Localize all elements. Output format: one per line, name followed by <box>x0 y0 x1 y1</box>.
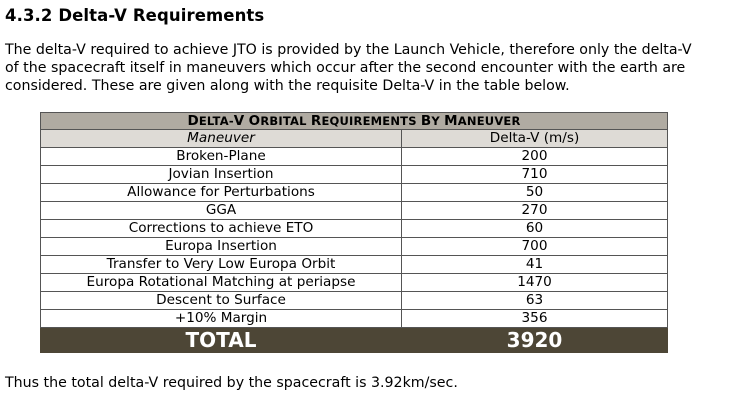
total-label: TOTAL <box>41 328 402 353</box>
intro-line: The delta-V required to achieve JTO is provided by the Launch Vehicle, therefore only the delta-V <box>5 42 692 58</box>
delta-v-cell: 200 <box>402 148 668 166</box>
delta-v-requirements-table <box>40 112 668 353</box>
maneuver-cell: Europa Rotational Matching at periapse <box>41 274 402 292</box>
table-title-text: DELTA-V ORBITAL REQUIREMENTS BY MANEUVER <box>187 113 521 129</box>
total-row <box>41 328 668 353</box>
total-value: 3920 <box>402 328 668 353</box>
table-row <box>41 148 668 166</box>
delta-v-column-header: Delta-V (m/s) <box>402 130 668 148</box>
maneuver-cell: Corrections to achieve ETO <box>41 220 402 238</box>
table-title-row <box>41 113 668 130</box>
delta-v-cell: 41 <box>402 256 668 274</box>
table-row <box>41 310 668 328</box>
table-row <box>41 202 668 220</box>
delta-v-cell: 356 <box>402 310 668 328</box>
section-heading: 4.3.2 Delta-V Requirements <box>5 6 265 25</box>
intro-line: considered. These are given along with the requisite Delta-V in the table below. <box>5 78 570 94</box>
intro-line: of the spacecraft itself in maneuvers which occur after the second encounter with the earth are <box>5 60 686 76</box>
table-row <box>41 238 668 256</box>
maneuver-cell: Jovian Insertion <box>41 166 402 184</box>
table-header-row <box>41 130 668 148</box>
maneuver-column-header: Maneuver <box>41 130 402 148</box>
delta-v-cell: 710 <box>402 166 668 184</box>
table-title <box>41 113 668 130</box>
requirements-table-wrapper <box>40 112 668 353</box>
delta-v-cell: 270 <box>402 202 668 220</box>
delta-v-cell: 63 <box>402 292 668 310</box>
delta-v-cell: 50 <box>402 184 668 202</box>
maneuver-cell: Descent to Surface <box>41 292 402 310</box>
delta-v-cell: 700 <box>402 238 668 256</box>
maneuver-cell: Broken-Plane <box>41 148 402 166</box>
table-row <box>41 292 668 310</box>
maneuver-cell: Allowance for Perturbations <box>41 184 402 202</box>
table-row <box>41 220 668 238</box>
maneuver-cell: +10% Margin <box>41 310 402 328</box>
intro-paragraph <box>5 41 729 95</box>
delta-v-cell: 60 <box>402 220 668 238</box>
maneuver-cell: Transfer to Very Low Europa Orbit <box>41 256 402 274</box>
conclusion-text: Thus the total delta-V required by the spacecraft is 3.92km/sec. <box>5 375 458 391</box>
table-row <box>41 184 668 202</box>
table-row <box>41 256 668 274</box>
table-row <box>41 166 668 184</box>
maneuver-cell: Europa Insertion <box>41 238 402 256</box>
delta-v-cell: 1470 <box>402 274 668 292</box>
table-row <box>41 274 668 292</box>
maneuver-cell: GGA <box>41 202 402 220</box>
